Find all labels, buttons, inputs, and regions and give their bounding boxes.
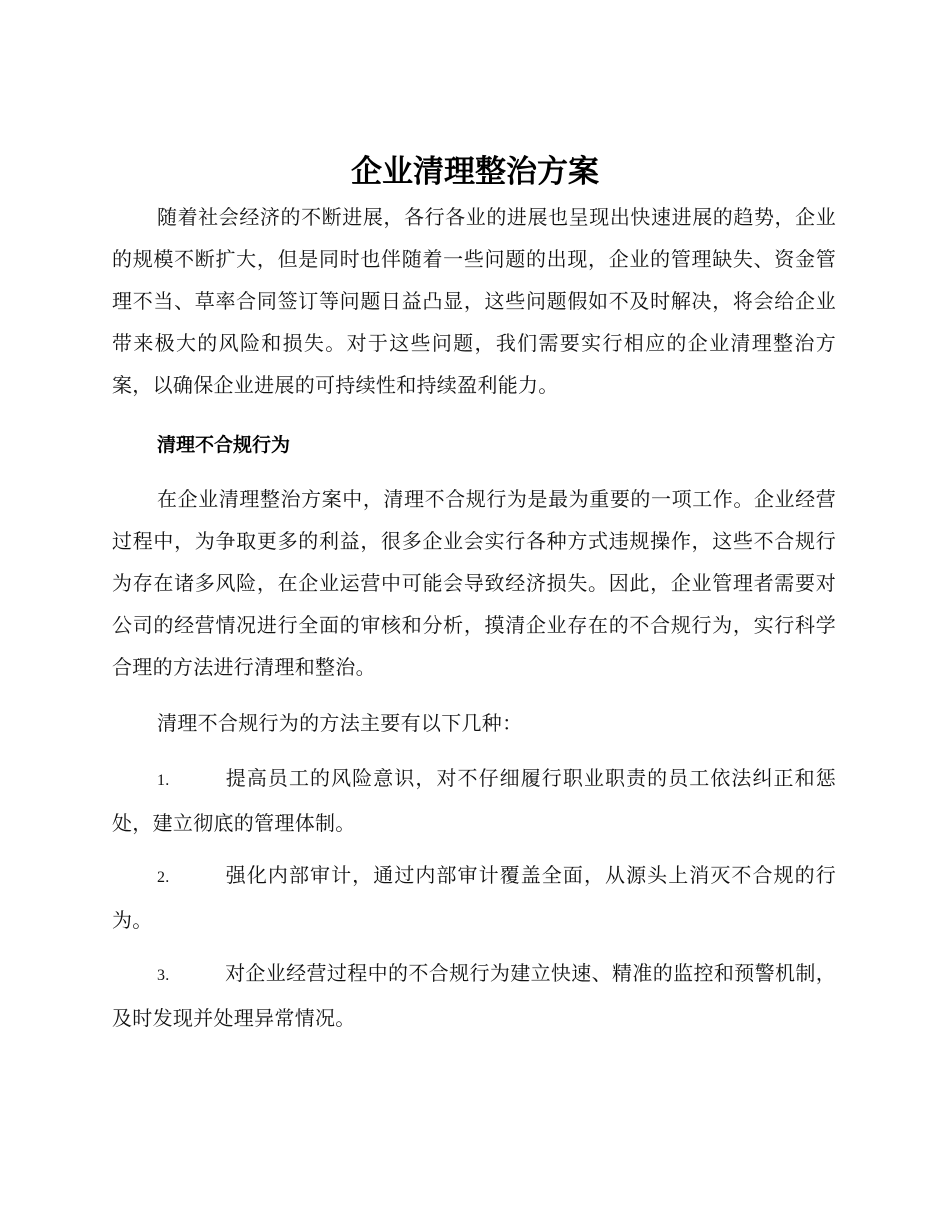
list-item — [112, 854, 836, 941]
list-item — [112, 952, 836, 1039]
list-item-number: 2. — [157, 869, 170, 886]
section-heading: 清理不合规行为 — [157, 434, 291, 456]
document-title: 企业清理整治方案 — [351, 154, 599, 190]
intro-paragraph: 随着社会经济的不断进展，各行各业的进展也呈现出快速进展的趋势，企业的规模不断扩大，但是同时也伴随着一些问题的出现，企业的管理缺失、资金管理不当、草率合同签订等问题日益凸显，这些问题假如不及时解决，将会给企业带来极大的风险和损失。对于这些问题，我们需要实行相应的企业清理整治方案，以确保企业进展的可持续性和持续盈利能力。 — [112, 205, 836, 397]
list-item-text: 对企业经营过程中的不合规行为建立快速、精准的监控和预警机制，及时发现并处理异常情况。 — [112, 961, 836, 1030]
list-item-text: 强化内部审计，通过内部审计覆盖全面，从源头上消灭不合规的行为。 — [112, 863, 836, 932]
list-item-number: 1. — [157, 772, 170, 789]
list-item-text: 提高员工的风险意识，对不仔细履行职业职责的员工依法纠正和惩处，建立彻底的管理体制。 — [112, 766, 836, 835]
section-body-paragraph: 在企业清理整治方案中，清理不合规行为是最为重要的一项工作。企业经营过程中，为争取更多的利益，很多企业会实行各种方式违规操作，这些不合规行为存在诸多风险，在企业运营中可能会导致经济损失。因此，企业管理者需要对公司的经营情况进行全面的审核和分析，摸清企业存在的不合规行为，实行科学合理的方法进行清理和整治。 — [112, 487, 836, 679]
list-item-number: 3. — [157, 967, 170, 984]
list-intro-paragraph: 清理不合规行为的方法主要有以下几种： — [157, 711, 523, 735]
list-item — [112, 757, 836, 844]
